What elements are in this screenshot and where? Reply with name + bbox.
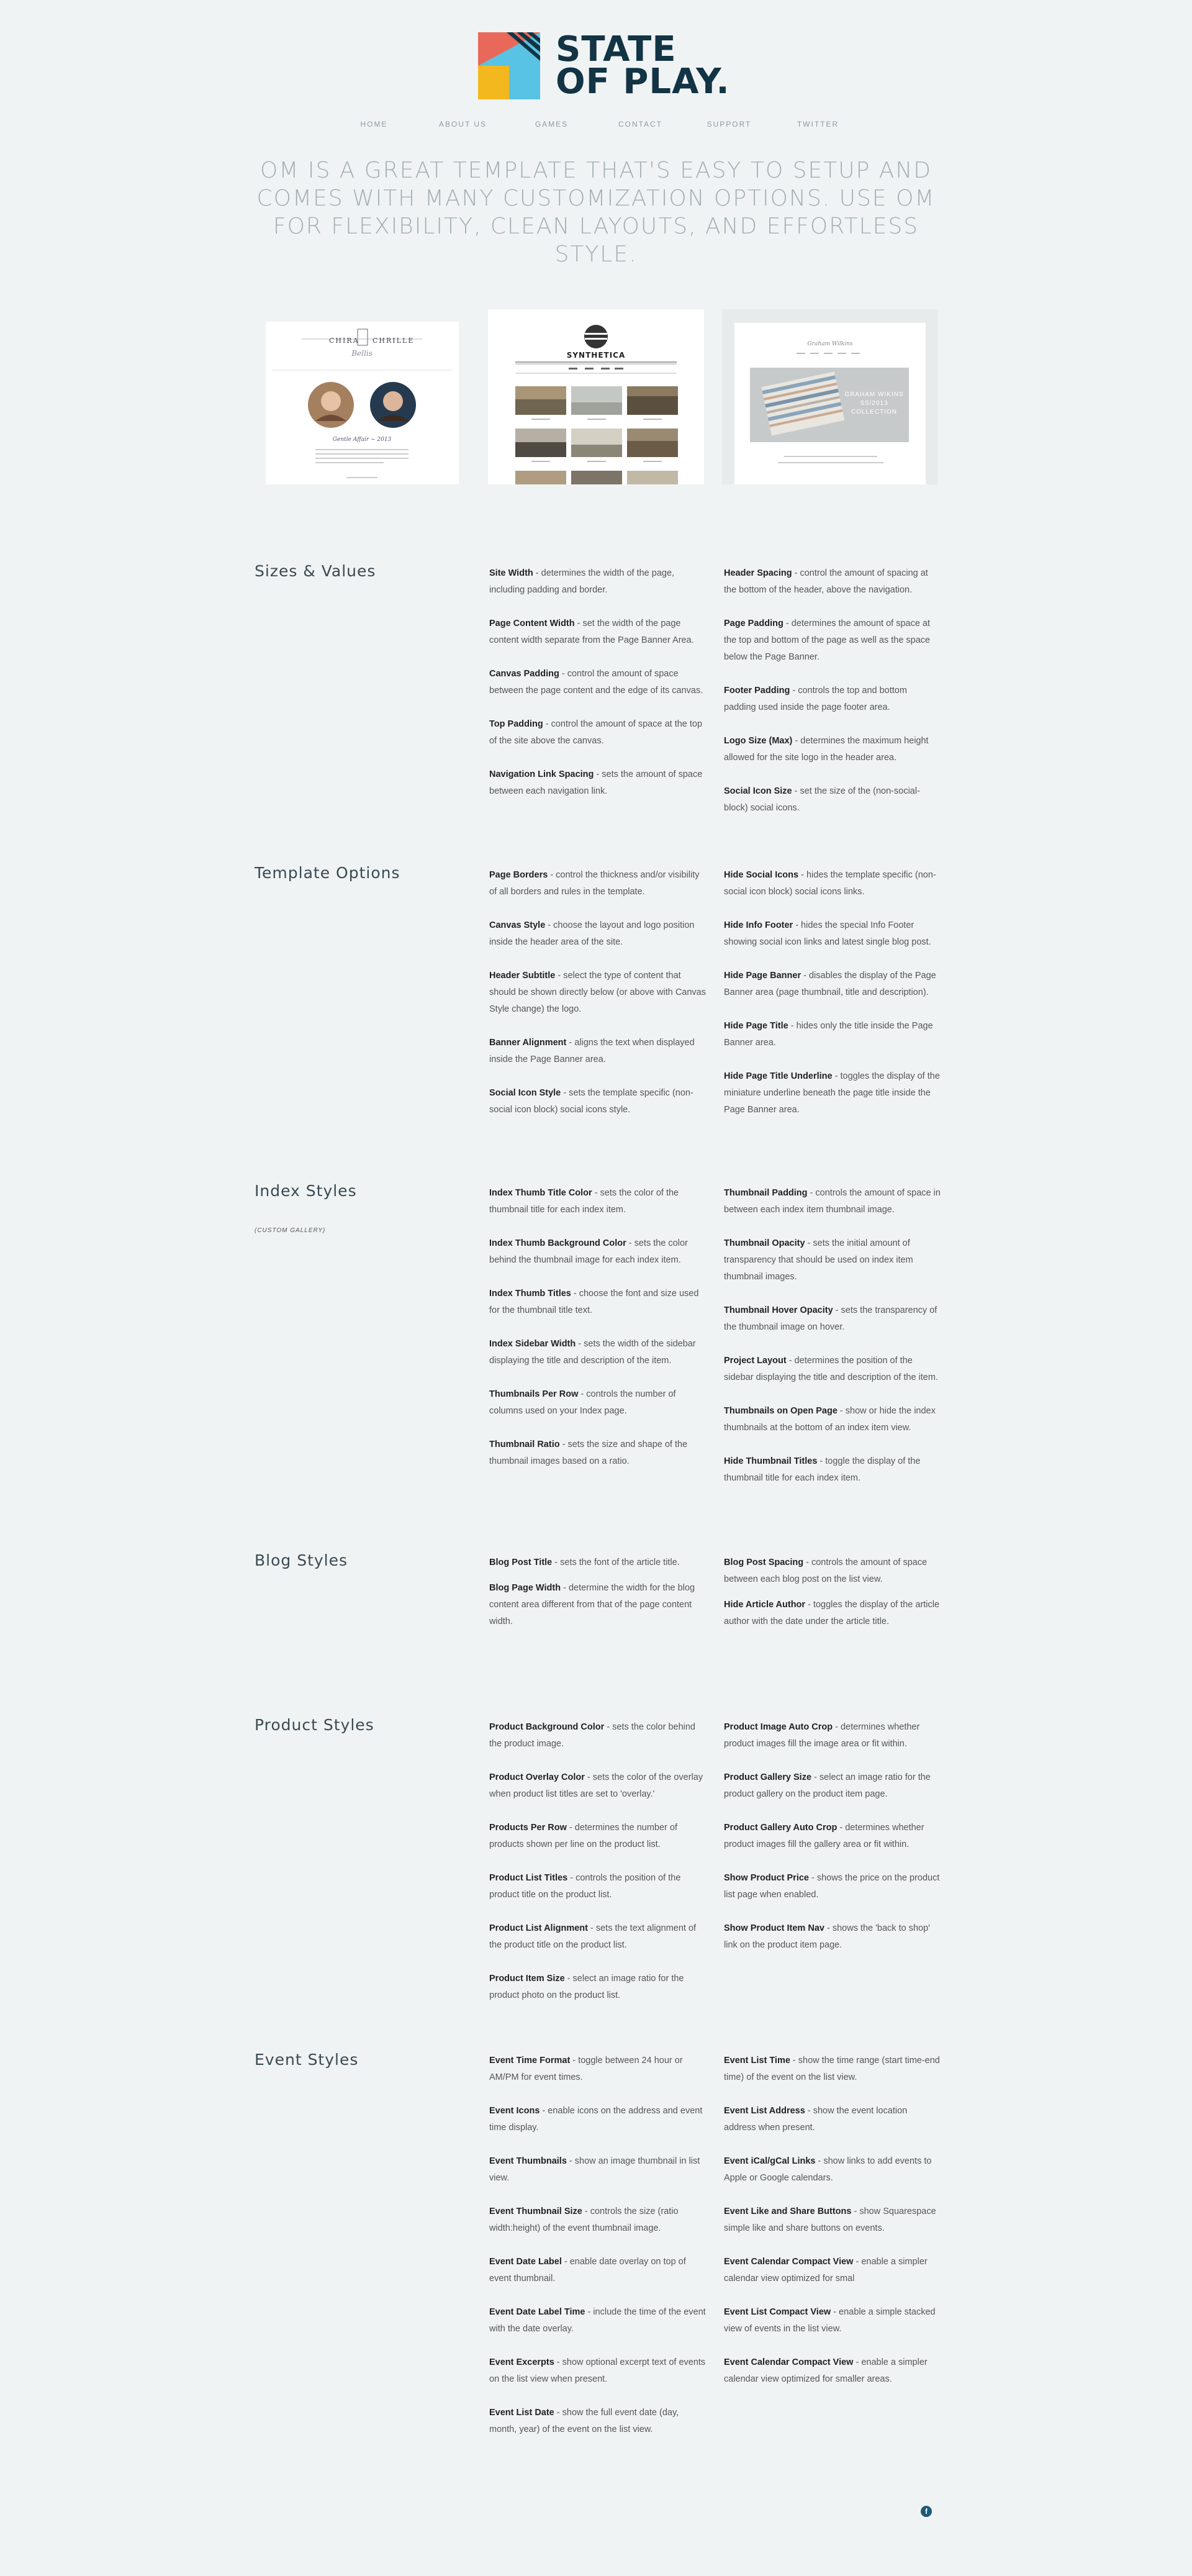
blog-styles-column-right xyxy=(724,1554,941,1647)
option-item: Show Product Item Nav - shows the 'back to shop' link on the product item page. xyxy=(724,1923,930,1950)
preview-image-1 xyxy=(266,322,459,484)
option-item: Event iCal/gCal Links - show links to add events to Apple or Google calendars. xyxy=(724,2156,932,2183)
nav-support[interactable]: SUPPORT xyxy=(707,120,752,129)
section-subtitle-custom-gallery: (CUSTOM GALLERY) xyxy=(255,1227,326,1234)
thumb1-brand-right: CHRILLE xyxy=(372,337,415,345)
section-title-template-options: Template Options xyxy=(255,864,400,882)
option-item: Thumbnail Hover Opacity - sets the transparency of the thumbnail image on hover. xyxy=(724,1305,937,1332)
thumb1-script: Gentle Affair ~ 2013 xyxy=(332,437,392,443)
section-title-product-styles: Product Styles xyxy=(255,1716,374,1734)
option-item: Product List Alignment - sets the text alignment of the product title on the product list. xyxy=(489,1923,697,1950)
option-item: Event Thumbnail Size - controls the size (ratio width:height) of the event thumbnail image. xyxy=(489,2206,679,2233)
option-item: Products Per Row - determines the number of products shown per line on the product list. xyxy=(489,1823,678,1849)
nav-about-us[interactable]: ABOUT US xyxy=(438,120,487,129)
option-item: Header Spacing - control the amount of spacing at the bottom of the header, above the navigation. xyxy=(724,568,928,595)
option-item: Top Padding - control the amount of space at the top of the site above the canvas. xyxy=(489,719,703,746)
option-item: Blog Page Width - determine the width for the blog content area different from that of the page content width. xyxy=(489,1583,695,1626)
option-item: Event List Date - show the full event date (day, month, year) of the event on the list view. xyxy=(489,2408,679,2434)
facebook-icon[interactable]: f xyxy=(921,2506,932,2517)
option-item: Index Thumb Titles - choose the font and size used for the thumbnail title text. xyxy=(489,1289,699,1315)
option-item: Banner Alignment - aligns the text when displayed inside the Page Banner area. xyxy=(489,1038,695,1064)
thumb3-banner-line-1: GRAHAM WIKINS xyxy=(844,391,904,398)
option-item: Canvas Style - choose the layout and logo position inside the header area of the site. xyxy=(489,920,695,947)
option-item: Index Thumb Background Color - sets the color behind the thumbnail image for each index item. xyxy=(489,1238,688,1265)
option-item: Header Subtitle - select the type of content that should be shown directly below (or above with Canvas Style change) the logo. xyxy=(489,971,706,1014)
event-styles-column-left xyxy=(489,2052,707,2455)
option-item: Event Excerpts - show optional excerpt text of events on the list view when present. xyxy=(489,2357,706,2384)
option-item: Event Time Format - toggle between 24 hour or AM/PM for event times. xyxy=(489,2056,683,2082)
option-item: Product Background Color - sets the color behind the product image. xyxy=(489,1722,695,1749)
option-item: Event Like and Share Buttons - show Squarespace simple like and share buttons on events. xyxy=(724,2206,936,2233)
index-styles-column-left xyxy=(489,1185,707,1487)
svg-text:Bellis: Bellis xyxy=(351,349,372,358)
thumb3-script-title: Graham Wilkins xyxy=(807,341,853,347)
nav-home[interactable]: HOME xyxy=(360,120,388,129)
option-item: Site Width - determines the width of the page, including padding and border. xyxy=(489,568,675,595)
option-item: Hide Social Icons - hides the template specific (non-social icon block) social icons links. xyxy=(724,870,936,897)
option-item: Product Gallery Auto Crop - determines whether product images fill the gallery area or fit within. xyxy=(724,1823,924,1849)
option-item: Product List Titles - controls the position of the product title on the product list. xyxy=(489,1873,681,1900)
thumb1-brand-left: CHIRA xyxy=(329,337,359,345)
nav-games[interactable]: GAMES xyxy=(535,120,569,129)
option-item: Social Icon Size - set the size of the (non-social-block) social icons. xyxy=(724,786,920,813)
option-item: Event Calendar Compact View - enable a simpler calendar view optimized for smal xyxy=(724,2257,928,2283)
option-item: Hide Info Footer - hides the special Info Footer showing social icon links and latest single blog post. xyxy=(724,920,931,947)
site-logo[interactable] xyxy=(478,29,730,102)
option-item: Hide Article Author - toggles the display of the article author with the date under the article title. xyxy=(724,1600,940,1626)
option-item: Hide Page Title - hides only the title inside the Page Banner area. xyxy=(724,1021,933,1048)
logo-wordmark xyxy=(556,29,730,102)
option-item: Thumbnail Ratio - sets the size and shape of the thumbnail images based on a ratio. xyxy=(489,1440,688,1466)
preview-image-3 xyxy=(722,309,938,484)
option-item: Canvas Padding - control the amount of space between the page content and the edge of its canvas. xyxy=(489,669,703,696)
option-item: Page Padding - determines the amount of space at the top and bottom of the page as well as the space below the Page Banner. xyxy=(724,619,931,662)
option-item: Event List Compact View - enable a simple stacked view of events in the list view. xyxy=(724,2307,936,2334)
option-item: Product Image Auto Crop - determines whether product images fill the image area or fit within. xyxy=(724,1722,920,1749)
option-item: Page Borders - control the thickness and/or visibility of all borders and rules in the template. xyxy=(489,870,700,897)
thumb2-brand: SYNTHETICA xyxy=(566,351,626,360)
option-item: Event Icons - enable icons on the address and event time display. xyxy=(489,2106,703,2133)
logo-mark-icon xyxy=(478,32,540,99)
option-item: Project Layout - determines the position of the sidebar displaying the title and description of the item. xyxy=(724,1356,938,1382)
nav-contact[interactable]: CONTACT xyxy=(618,120,663,129)
option-item: Event List Address - show the event location address when present. xyxy=(724,2106,908,2133)
option-item: Social Icon Style - sets the template specific (non-social icon block) social icons style. xyxy=(489,1088,693,1115)
index-styles-column-right xyxy=(724,1185,941,1503)
section-title-event-styles: Event Styles xyxy=(255,2051,359,2069)
blog-styles-column-left xyxy=(489,1554,707,1647)
option-item: Product Gallery Size - select an image ratio for the product gallery on the product item page. xyxy=(724,1772,931,1799)
hero-tagline: OM IS A GREAT TEMPLATE THAT'S EASY TO SETUP AND COMES WITH MANY CUSTOMIZATION OPTIONS. USE OM FOR FLEXIBILITY, CLEAN LAYOUTS, AND EFFORTLESS STYLE. xyxy=(256,158,936,267)
sizes-values-column-left xyxy=(489,565,707,817)
option-item: Page Content Width - set the width of the page content width separate from the Page Banner Area. xyxy=(489,619,694,645)
option-item: Product Overlay Color - sets the color of the overlay when product list titles are set to 'overlay.' xyxy=(489,1772,703,1799)
section-title-blog-styles: Blog Styles xyxy=(255,1551,348,1569)
template-options-column-right xyxy=(724,867,941,1135)
logo-line-2: OF PLAY. xyxy=(556,61,730,102)
nav-twitter[interactable]: TWITTER xyxy=(797,120,839,129)
option-item: Event Date Label - enable date overlay on top of event thumbnail. xyxy=(489,2257,686,2283)
option-item: Thumbnails on Open Page - show or hide the index thumbnails at the bottom of an index item view. xyxy=(724,1406,936,1433)
section-title-index-styles: Index Styles xyxy=(255,1182,357,1200)
option-item: Hide Thumbnail Titles - toggle the display of the thumbnail title for each index item. xyxy=(724,1456,921,1483)
product-styles-column-right xyxy=(724,1719,941,1971)
sizes-values-column-right xyxy=(724,565,941,833)
option-item: Thumbnails Per Row - controls the number of columns used on your Index page. xyxy=(489,1389,676,1416)
option-item: Navigation Link Spacing - sets the amount of space between each navigation link. xyxy=(489,769,703,796)
template-options-column-left xyxy=(489,867,707,1135)
preview-thumbnail-1[interactable] xyxy=(266,322,459,484)
option-item: Hide Page Title Underline - toggles the display of the miniature underline beneath the page title inside the Page Banner area. xyxy=(724,1071,940,1115)
option-item: Event Calendar Compact View - enable a simpler calendar view optimized for smaller areas. xyxy=(724,2357,928,2384)
option-item: Blog Post Spacing - controls the amount of space between each blog post on the list view. xyxy=(724,1558,928,1584)
preview-image-2 xyxy=(488,309,704,484)
main-navigation xyxy=(0,120,1192,129)
option-item: Hide Page Banner - disables the display of the Page Banner area (page thumbnail, title and description). xyxy=(724,971,936,997)
option-item: Index Sidebar Width - sets the width of the sidebar displaying the title and description of the item. xyxy=(489,1339,696,1366)
thumb3-banner-line-3: COLLECTION xyxy=(851,409,897,415)
option-item: Index Thumb Title Color - sets the color of the thumbnail title for each index item. xyxy=(489,1188,679,1215)
option-item: Footer Padding - controls the top and bottom padding used inside the page footer area. xyxy=(724,686,907,712)
preview-thumbnail-3[interactable] xyxy=(722,309,938,484)
thumb3-banner-line-2: SS/2013 xyxy=(860,400,888,407)
option-item: Blog Post Title - sets the font of the article title. xyxy=(489,1558,680,1567)
option-item: Logo Size (Max) - determines the maximum height allowed for the site logo in the header area. xyxy=(724,736,929,763)
product-styles-column-left xyxy=(489,1719,707,2021)
option-item: Event Date Label Time - include the time of the event with the date overlay. xyxy=(489,2307,706,2334)
logo-line-1: STATE xyxy=(556,29,677,70)
option-item: Event List Time - show the time range (start time-end time) of the event on the list view. xyxy=(724,2056,940,2082)
option-item: Event Thumbnails - show an image thumbnail in list view. xyxy=(489,2156,700,2183)
event-styles-column-right xyxy=(724,2052,941,2405)
option-item: Thumbnail Padding - controls the amount of space in between each index item thumbnail image. xyxy=(724,1188,941,1215)
option-item: Thumbnail Opacity - sets the initial amount of transparency that should be used on index item thumbnail images. xyxy=(724,1238,913,1282)
option-item: Show Product Price - shows the price on the product list page when enabled. xyxy=(724,1873,940,1900)
section-title-sizes-values: Sizes & Values xyxy=(255,562,376,580)
preview-thumbnail-2[interactable] xyxy=(488,309,704,484)
option-item: Product Item Size - select an image ratio for the product photo on the product list. xyxy=(489,1974,684,2000)
